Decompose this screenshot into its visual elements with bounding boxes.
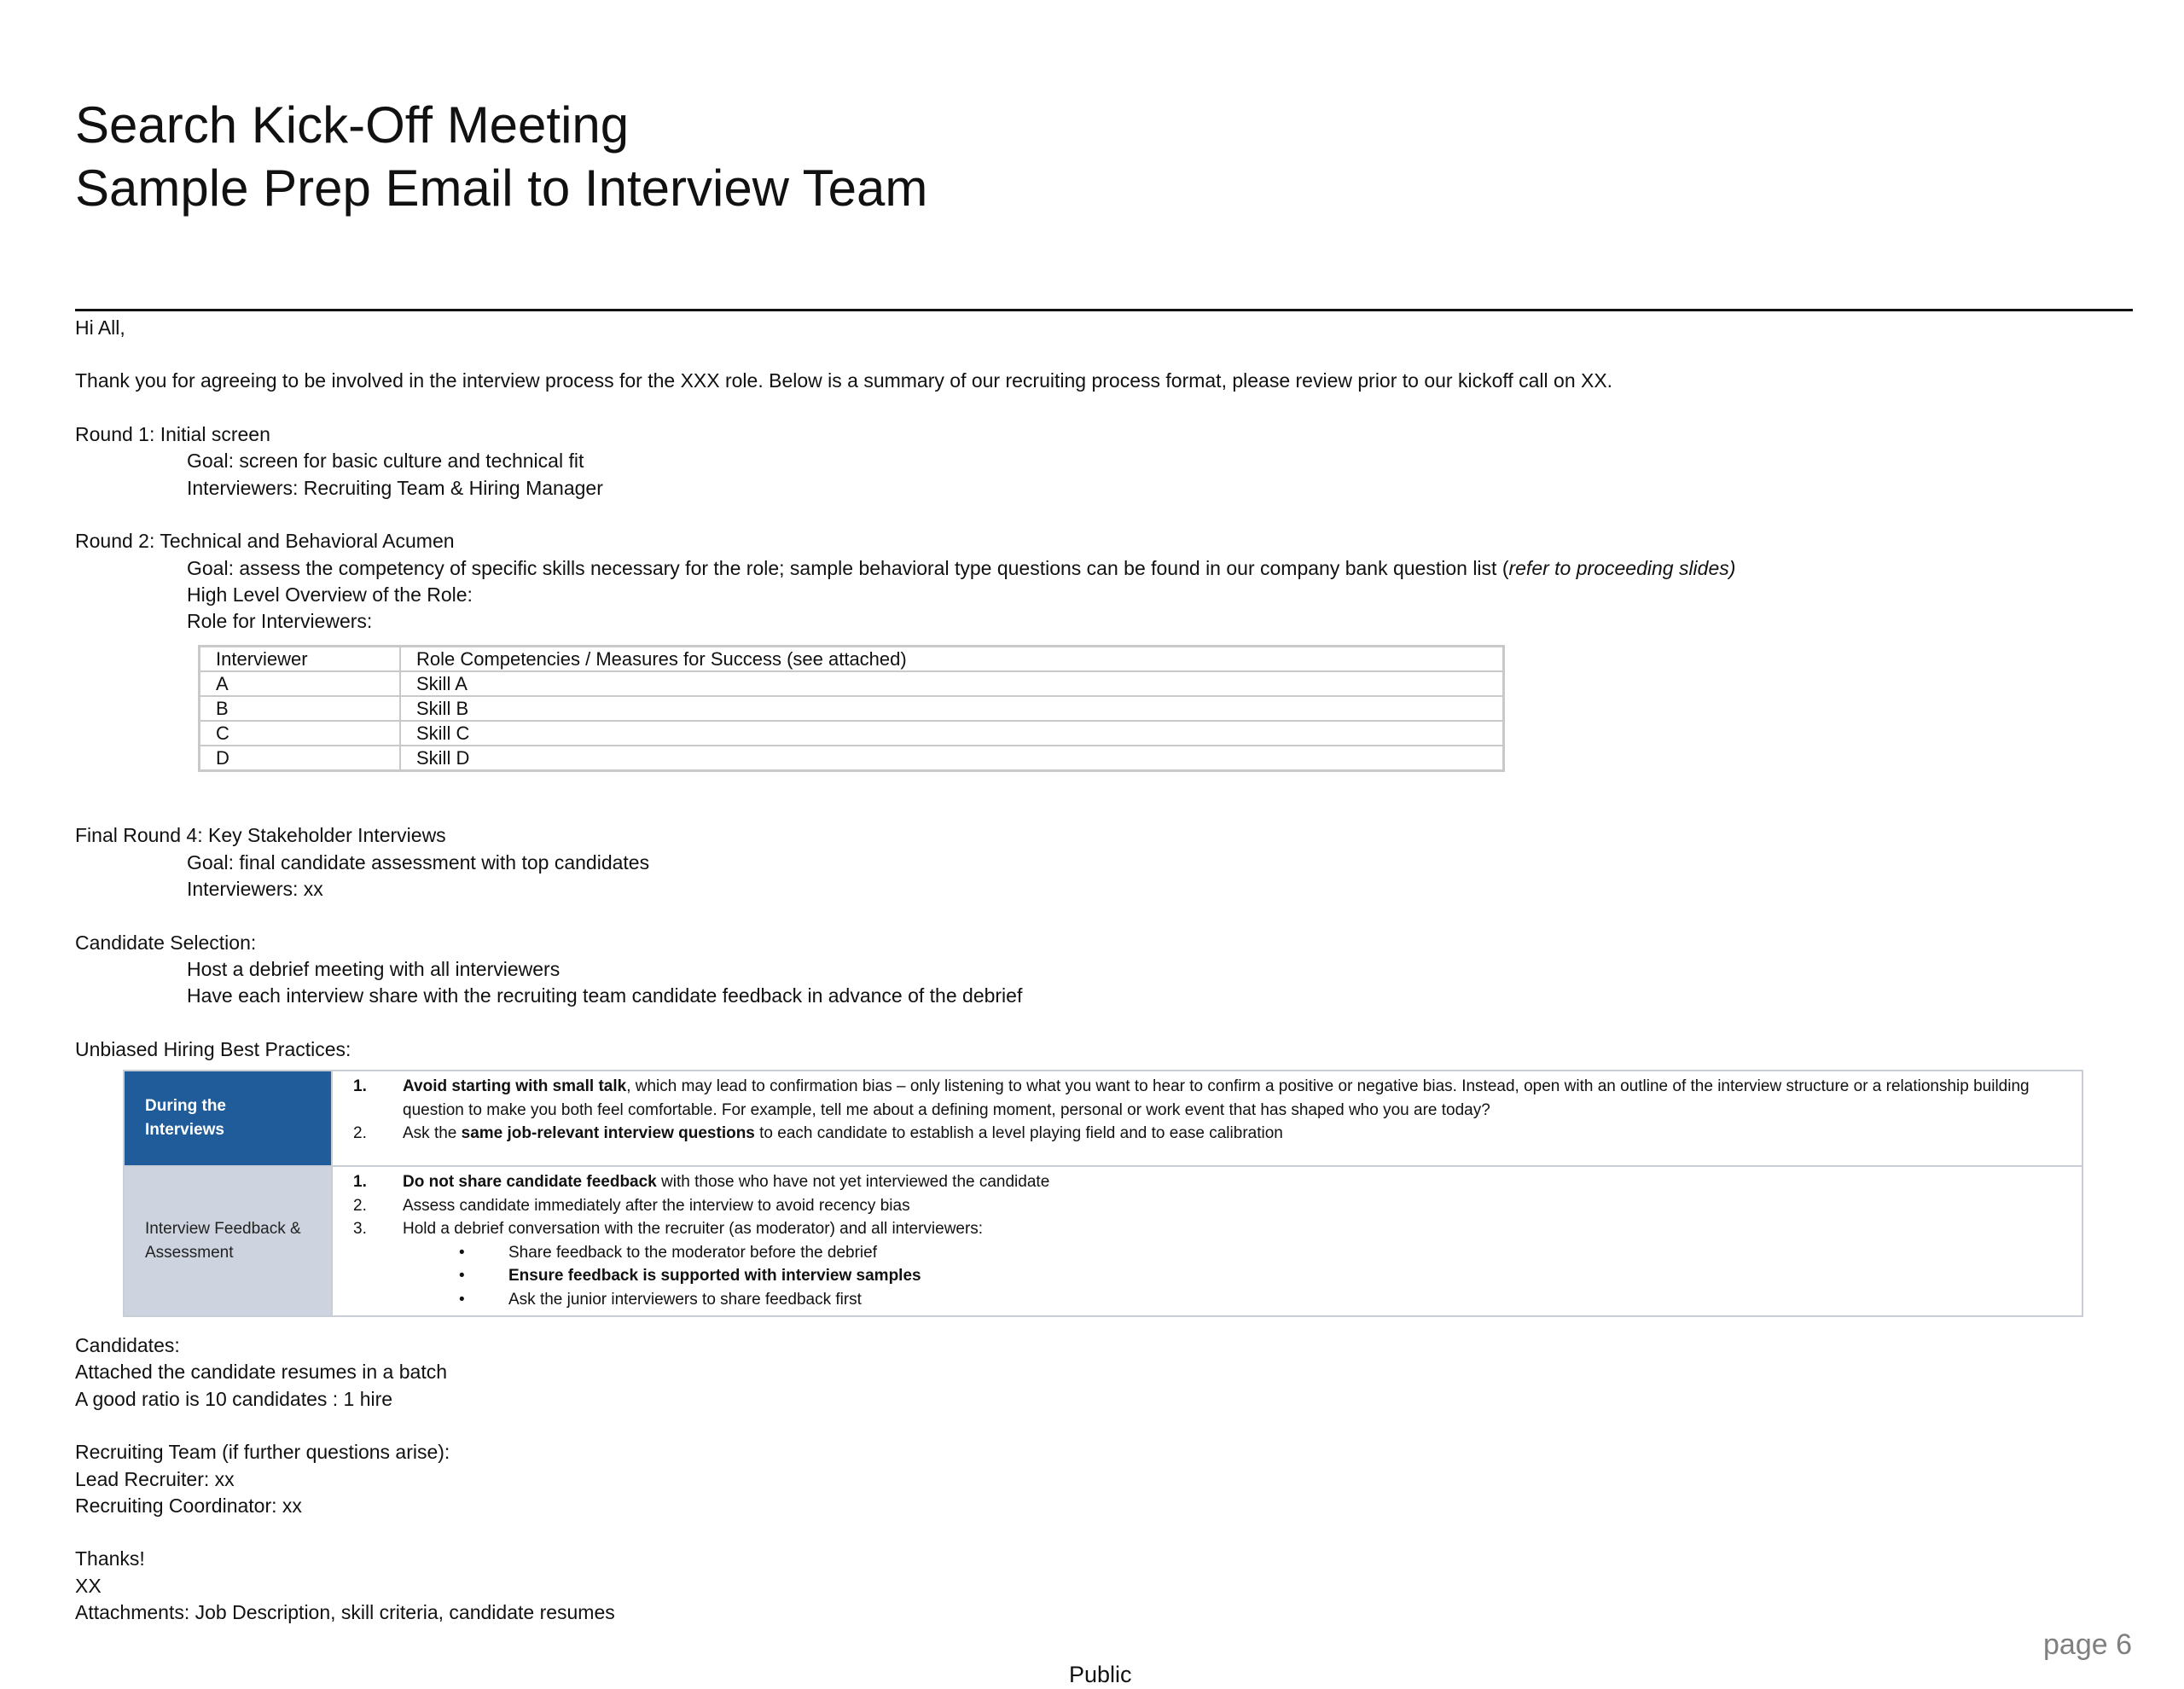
best-practices-heading: Unbiased Hiring Best Practices: [75, 1038, 351, 1060]
table-row [200, 746, 1504, 771]
final-round-interviewers: Interviewers: xx [187, 878, 323, 900]
table-cell: Skill D [400, 746, 1504, 771]
candidates-heading: Candidates: [75, 1334, 180, 1356]
signoff-name: XX [75, 1575, 102, 1597]
lead-recruiter: Lead Recruiter: xx [75, 1468, 235, 1490]
signoff-thanks: Thanks! [75, 1547, 145, 1570]
best-practices-during-row [123, 1070, 2083, 1167]
table-cell: D [200, 746, 401, 771]
page-number: page 6 [2043, 1628, 2132, 1661]
round2-heading: Round 2: Technical and Behavioral Acumen [75, 530, 455, 552]
table-cell: Skill A [400, 671, 1504, 696]
table-header-row [200, 647, 1504, 672]
table-row [200, 671, 1504, 696]
bullet-item: • Ask the junior interviewers to share feedback first [353, 1288, 2065, 1312]
bullet-icon: • [459, 1243, 465, 1262]
table-cell: Skill B [400, 696, 1504, 721]
bullet-item: • Ensure feedback is supported with interview samples [353, 1264, 2065, 1288]
list-item: 2. Ask the same job-relevant interview questions to each candidate to establish a level playing field and to ease calibration [353, 1124, 1283, 1142]
round2-role-for: Role for Interviewers: [187, 610, 373, 632]
bullet-icon: • [459, 1290, 465, 1309]
intro-paragraph: Thank you for agreeing to be involved in the interview process for the XXX role. Below is a summary of our recruiting process format, please review prior to our kickoff call on XX. [75, 369, 1613, 392]
selection-heading: Candidate Selection: [75, 932, 257, 954]
table-cell: B [200, 696, 401, 721]
selection-item: Have each interview share with the recruiting team candidate feedback in advance of the debrief [187, 984, 1023, 1007]
candidates-line: Attached the candidate resumes in a batch [75, 1361, 448, 1383]
table-row [200, 721, 1504, 746]
list-item: 3. Hold a debrief conversation with the recruiter (as moderator) and all interviewers: [353, 1220, 984, 1238]
table-header-cell: Role Competencies / Measures for Success (see attached) [400, 647, 1504, 672]
bullet-icon: • [459, 1267, 465, 1285]
table-cell: Skill C [400, 721, 1504, 746]
candidates-line: A good ratio is 10 candidates : 1 hire [75, 1388, 393, 1410]
round1-interviewers: Interviewers: Recruiting Team & Hiring Manager [187, 477, 603, 499]
round2-goal-reference: refer to proceeding slides) [1508, 557, 1736, 579]
during-interviews-label: During the Interviews [125, 1071, 331, 1165]
list-item: 1. Do not share candidate feedback with those who have not yet interviewed the candidate [353, 1173, 1050, 1191]
team-heading: Recruiting Team (if further questions arise): [75, 1441, 450, 1463]
greeting: Hi All, [75, 316, 125, 339]
table-cell: A [200, 671, 401, 696]
selection-item: Host a debrief meeting with all interviewers [187, 958, 561, 980]
round2-overview: High Level Overview of the Role: [187, 583, 473, 606]
title-line-1: Search Kick-Off Meeting [75, 96, 630, 154]
best-practices-feedback-row [123, 1167, 2083, 1317]
final-round-heading: Final Round 4: Key Stakeholder Interviews [75, 824, 446, 846]
table-row [200, 696, 1504, 721]
classification-label: Public [1069, 1662, 1132, 1687]
page-title [75, 94, 927, 220]
attachments-line: Attachments: Job Description, skill criteria, candidate resumes [75, 1601, 615, 1623]
during-interviews-list [331, 1071, 2082, 1165]
recruiting-coordinator: Recruiting Coordinator: xx [75, 1495, 302, 1517]
feedback-assessment-list [331, 1167, 2082, 1315]
round1-goal: Goal: screen for basic culture and technical fit [187, 450, 584, 472]
list-item: 1. Avoid starting with small talk, which may lead to confirmation bias – only listening to what you want to hear to confirm a positive or negative bias. Instead, open with an outline of the interview structure or a relationship building question to make you both feel comfortable. For example, tell me about a defining moment, personal or work event that has shaped who you are today? [353, 1077, 2030, 1119]
interviewer-roles-table [198, 645, 1505, 772]
title-line-2: Sample Prep Email to Interview Team [75, 160, 928, 217]
feedback-assessment-label: Interview Feedback & Assessment [125, 1167, 331, 1315]
round2-goal: Goal: assess the competency of specific skills necessary for the role; sample behavioral type questions can be found in our company bank question list (refer to proceeding slides) [187, 557, 1736, 579]
title-divider [75, 309, 2133, 311]
bullet-item: • Share feedback to the moderator before the debrief [353, 1241, 2065, 1265]
final-round-goal: Goal: final candidate assessment with top candidates [187, 851, 650, 874]
round1-heading: Round 1: Initial screen [75, 423, 270, 445]
table-header-cell: Interviewer [200, 647, 401, 672]
table-cell: C [200, 721, 401, 746]
list-item: 2. Assess candidate immediately after the interview to avoid recency bias [353, 1196, 910, 1215]
